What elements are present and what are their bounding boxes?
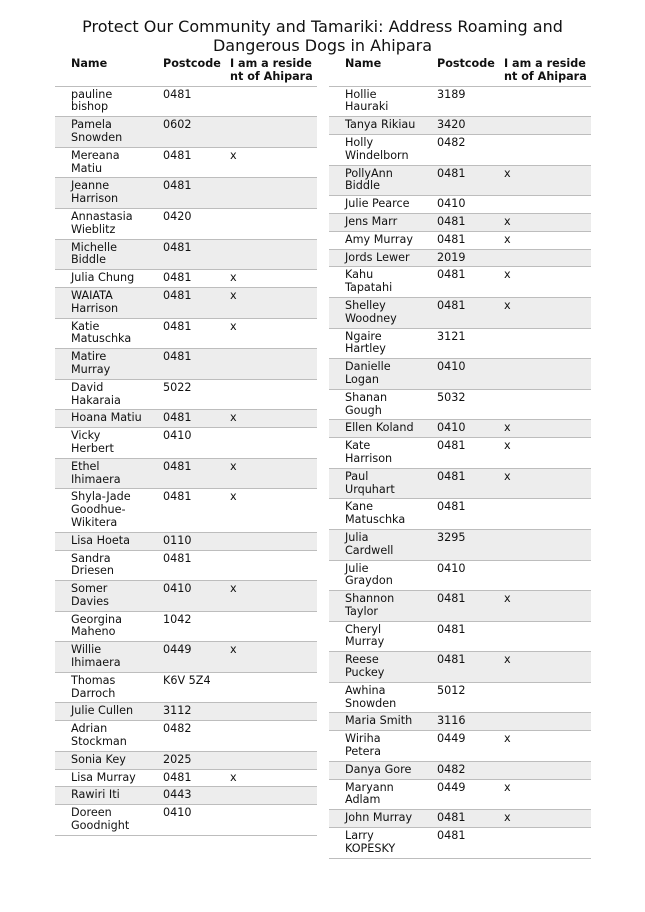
table-row (329, 828, 591, 859)
signer-resident-mark (226, 805, 317, 836)
signer-name: Somer Davies (55, 581, 159, 612)
signer-name: Cheryl Murray (329, 621, 433, 652)
signer-name: Mereana Matiu (55, 147, 159, 178)
signer-postcode: 0410 (159, 581, 226, 612)
signer-postcode: 0481 (433, 591, 500, 622)
signer-resident-mark (500, 499, 591, 530)
table-row (329, 652, 591, 683)
signer-postcode: 0481 (159, 287, 226, 318)
signer-resident-mark (226, 379, 317, 410)
signer-name: Amy Murray (329, 231, 433, 249)
table-row (329, 328, 591, 359)
table-row (55, 721, 317, 752)
table-row (55, 489, 317, 532)
signer-postcode: 0110 (159, 532, 226, 550)
signer-postcode: 0410 (159, 805, 226, 836)
signer-postcode: 0481 (159, 239, 226, 270)
signer-name: Katie Matuschka (55, 318, 159, 349)
signer-name: pauline bishop (55, 86, 159, 117)
table-row (329, 213, 591, 231)
signer-resident-mark: x (226, 458, 317, 489)
signer-name: Vicky Herbert (55, 428, 159, 459)
signer-name: Wiriha Petera (329, 731, 433, 762)
signer-name: Doreen Goodnight (55, 805, 159, 836)
table-row (329, 297, 591, 328)
signer-postcode: 0482 (433, 134, 500, 165)
table-row (55, 581, 317, 612)
signer-name: Michelle Biddle (55, 239, 159, 270)
table-row (55, 805, 317, 836)
column-header-name: Name (329, 56, 433, 86)
table-row (329, 231, 591, 249)
signer-postcode: 0481 (433, 438, 500, 469)
signer-name: Kate Harrison (329, 438, 433, 469)
table-row (329, 810, 591, 828)
signer-name: Ethel Ihimaera (55, 458, 159, 489)
table-row (55, 703, 317, 721)
signer-resident-mark: x (500, 420, 591, 438)
signer-resident-mark (500, 196, 591, 214)
signer-postcode: 0481 (159, 410, 226, 428)
signer-postcode: 3121 (433, 328, 500, 359)
signer-resident-mark (226, 86, 317, 117)
table-row (329, 267, 591, 298)
signer-name: Shannon Taylor (329, 591, 433, 622)
signer-name: Sandra Driesen (55, 550, 159, 581)
signer-postcode: 3112 (159, 703, 226, 721)
signer-resident-mark (500, 621, 591, 652)
signer-postcode: 0481 (159, 458, 226, 489)
signer-postcode: K6V 5Z4 (159, 672, 226, 703)
table-row (55, 410, 317, 428)
signer-resident-mark: x (226, 769, 317, 787)
signer-postcode: 0410 (433, 359, 500, 390)
signer-postcode: 0410 (159, 428, 226, 459)
signer-resident-mark (226, 428, 317, 459)
signer-postcode: 0481 (159, 550, 226, 581)
signer-resident-mark: x (500, 165, 591, 196)
table-row (55, 458, 317, 489)
signer-name: John Murray (329, 810, 433, 828)
signer-name: Kane Matuschka (329, 499, 433, 530)
signer-resident-mark: x (226, 270, 317, 288)
signer-resident-mark (226, 208, 317, 239)
signer-postcode: 2025 (159, 751, 226, 769)
signer-resident-mark (500, 389, 591, 420)
signer-resident-mark (226, 117, 317, 148)
table-row (329, 560, 591, 591)
table-row (329, 621, 591, 652)
signer-postcode: 0410 (433, 560, 500, 591)
signer-resident-mark (226, 751, 317, 769)
signer-resident-mark: x (226, 581, 317, 612)
signer-name: Pamela Snowden (55, 117, 159, 148)
signer-resident-mark (500, 86, 591, 117)
signer-postcode: 0481 (433, 828, 500, 859)
signer-resident-mark: x (500, 731, 591, 762)
signer-resident-mark: x (500, 438, 591, 469)
signer-resident-mark (500, 828, 591, 859)
signatures-table-right (329, 56, 591, 859)
signer-postcode: 0481 (159, 147, 226, 178)
table-row (329, 761, 591, 779)
table-row (329, 134, 591, 165)
table-row (55, 178, 317, 209)
signer-resident-mark: x (226, 410, 317, 428)
table-row (55, 239, 317, 270)
table-row (55, 270, 317, 288)
table-row (55, 379, 317, 410)
table-row (55, 611, 317, 642)
signer-resident-mark (500, 359, 591, 390)
signer-postcode: 0410 (433, 196, 500, 214)
signer-resident-mark: x (226, 489, 317, 532)
table-row (329, 86, 591, 117)
signer-name: Willie Ihimaera (55, 642, 159, 673)
table-row (55, 672, 317, 703)
table-row (329, 713, 591, 731)
column-header-postcode: Postcode (433, 56, 500, 86)
signer-postcode: 0449 (159, 642, 226, 673)
table-row (55, 550, 317, 581)
signer-name: Rawiri Iti (55, 787, 159, 805)
table-row (55, 86, 317, 117)
signer-name: Jords Lewer (329, 249, 433, 267)
signer-name: Hoana Matiu (55, 410, 159, 428)
table-row (329, 389, 591, 420)
signer-resident-mark (500, 249, 591, 267)
signer-postcode: 0602 (159, 117, 226, 148)
table-row (329, 529, 591, 560)
table-row (329, 420, 591, 438)
table-row (329, 779, 591, 810)
table-row (55, 208, 317, 239)
signer-postcode: 0420 (159, 208, 226, 239)
signer-postcode: 0481 (433, 297, 500, 328)
page-title: Protect Our Community and Tamariki: Address Roaming and Dangerous Dogs in Ahipara (82, 17, 563, 55)
table-row (55, 318, 317, 349)
signer-resident-mark (500, 761, 591, 779)
signer-name: Julie Pearce (329, 196, 433, 214)
signer-resident-mark (500, 529, 591, 560)
table-row (329, 117, 591, 135)
table-row (329, 468, 591, 499)
signer-resident-mark (226, 178, 317, 209)
table-row (329, 499, 591, 530)
signatures-table-left (55, 56, 317, 836)
signer-resident-mark (226, 672, 317, 703)
signer-resident-mark (226, 721, 317, 752)
signer-postcode: 0482 (433, 761, 500, 779)
signer-name: Adrian Stockman (55, 721, 159, 752)
table-row (55, 532, 317, 550)
table-row (55, 751, 317, 769)
signer-resident-mark (226, 787, 317, 805)
table-row (55, 147, 317, 178)
signer-postcode: 3420 (433, 117, 500, 135)
signer-name: Shanan Gough (329, 389, 433, 420)
signer-resident-mark: x (500, 468, 591, 499)
signer-postcode: 0481 (159, 489, 226, 532)
signer-resident-mark: x (226, 318, 317, 349)
signer-postcode: 5022 (159, 379, 226, 410)
signer-name: Lisa Hoeta (55, 532, 159, 550)
signer-postcode: 0410 (433, 420, 500, 438)
signer-resident-mark: x (500, 591, 591, 622)
signer-resident-mark (500, 713, 591, 731)
signer-postcode: 0481 (433, 810, 500, 828)
signer-resident-mark: x (226, 642, 317, 673)
signer-name: Jens Marr (329, 213, 433, 231)
signer-name: David Hakaraia (55, 379, 159, 410)
signer-name: Reese Puckey (329, 652, 433, 683)
table-header-row (55, 56, 317, 86)
signer-postcode: 0482 (159, 721, 226, 752)
table-row (55, 287, 317, 318)
signer-postcode: 0481 (159, 318, 226, 349)
column-header-resident: I am a resident of Ahipara (500, 56, 591, 86)
signer-resident-mark (500, 328, 591, 359)
signer-postcode: 1042 (159, 611, 226, 642)
signer-name: Awhina Snowden (329, 682, 433, 713)
table-row (55, 769, 317, 787)
signer-postcode: 0481 (433, 231, 500, 249)
signer-name: Tanya Rikiau (329, 117, 433, 135)
signer-name: Ellen Koland (329, 420, 433, 438)
table-row (55, 117, 317, 148)
table-row (55, 349, 317, 380)
signer-postcode: 0481 (433, 165, 500, 196)
signer-resident-mark: x (226, 287, 317, 318)
signer-name: Kahu Tapatahi (329, 267, 433, 298)
signer-postcode: 0481 (159, 270, 226, 288)
signer-name: Ngaire Hartley (329, 328, 433, 359)
signer-name: Sonia Key (55, 751, 159, 769)
table-row (55, 642, 317, 673)
signer-resident-mark (500, 560, 591, 591)
signer-name: Holly Windelborn (329, 134, 433, 165)
signer-postcode: 5012 (433, 682, 500, 713)
signer-resident-mark (226, 550, 317, 581)
signer-postcode: 2019 (433, 249, 500, 267)
signer-resident-mark (226, 611, 317, 642)
signer-postcode: 0449 (433, 731, 500, 762)
signer-postcode: 3116 (433, 713, 500, 731)
signer-name: Paul Urquhart (329, 468, 433, 499)
signer-resident-mark (226, 532, 317, 550)
signer-name: Danya Gore (329, 761, 433, 779)
signer-name: Shyla-Jade Goodhue-Wikitera (55, 489, 159, 532)
table-row (329, 682, 591, 713)
signer-postcode: 0481 (159, 86, 226, 117)
signer-name: Lisa Murray (55, 769, 159, 787)
column-header-resident: I am a resident of Ahipara (226, 56, 317, 86)
signer-postcode: 0481 (433, 267, 500, 298)
signer-postcode: 0443 (159, 787, 226, 805)
table-row (329, 196, 591, 214)
signer-resident-mark: x (500, 213, 591, 231)
signer-resident-mark: x (500, 297, 591, 328)
signer-name: Julia Chung (55, 270, 159, 288)
signer-postcode: 0481 (433, 468, 500, 499)
signer-name: Maryann Adlam (329, 779, 433, 810)
table-row (55, 428, 317, 459)
signer-postcode: 0481 (433, 621, 500, 652)
table-row (329, 731, 591, 762)
signer-name: Georgina Maheno (55, 611, 159, 642)
signer-resident-mark: x (500, 231, 591, 249)
signer-postcode: 0481 (159, 178, 226, 209)
signer-resident-mark: x (226, 147, 317, 178)
signer-postcode: 3189 (433, 86, 500, 117)
signer-name: Matire Murray (55, 349, 159, 380)
signer-name: PollyAnn Biddle (329, 165, 433, 196)
signer-resident-mark (500, 682, 591, 713)
signer-name: Thomas Darroch (55, 672, 159, 703)
signer-postcode: 0481 (159, 349, 226, 380)
signer-postcode: 0481 (433, 213, 500, 231)
signer-postcode: 0481 (433, 499, 500, 530)
column-header-postcode: Postcode (159, 56, 226, 86)
signer-name: Jeanne Harrison (55, 178, 159, 209)
signer-resident-mark (500, 117, 591, 135)
table-row (329, 165, 591, 196)
signer-name: Julia Cardwell (329, 529, 433, 560)
signer-resident-mark (500, 134, 591, 165)
signer-postcode: 3295 (433, 529, 500, 560)
table-row (329, 249, 591, 267)
signer-name: Annastasia Wieblitz (55, 208, 159, 239)
signer-name: Larry KOPESKY (329, 828, 433, 859)
table-row (329, 591, 591, 622)
signer-resident-mark: x (500, 267, 591, 298)
signer-name: Hollie Hauraki (329, 86, 433, 117)
signer-postcode: 0449 (433, 779, 500, 810)
signer-postcode: 0481 (159, 769, 226, 787)
table-row (329, 359, 591, 390)
signer-name: Maria Smith (329, 713, 433, 731)
signer-name: Julie Graydon (329, 560, 433, 591)
column-header-name: Name (55, 56, 159, 86)
signer-resident-mark: x (500, 652, 591, 683)
signer-resident-mark: x (500, 810, 591, 828)
signer-name: Shelley Woodney (329, 297, 433, 328)
table-row (55, 787, 317, 805)
signer-resident-mark: x (500, 779, 591, 810)
signer-resident-mark (226, 349, 317, 380)
signer-postcode: 5032 (433, 389, 500, 420)
signer-name: Julie Cullen (55, 703, 159, 721)
table-header-row (329, 56, 591, 86)
signer-name: Danielle Logan (329, 359, 433, 390)
signer-resident-mark (226, 239, 317, 270)
table-row (329, 438, 591, 469)
signer-postcode: 0481 (433, 652, 500, 683)
signer-resident-mark (226, 703, 317, 721)
signer-name: WAIATA Harrison (55, 287, 159, 318)
